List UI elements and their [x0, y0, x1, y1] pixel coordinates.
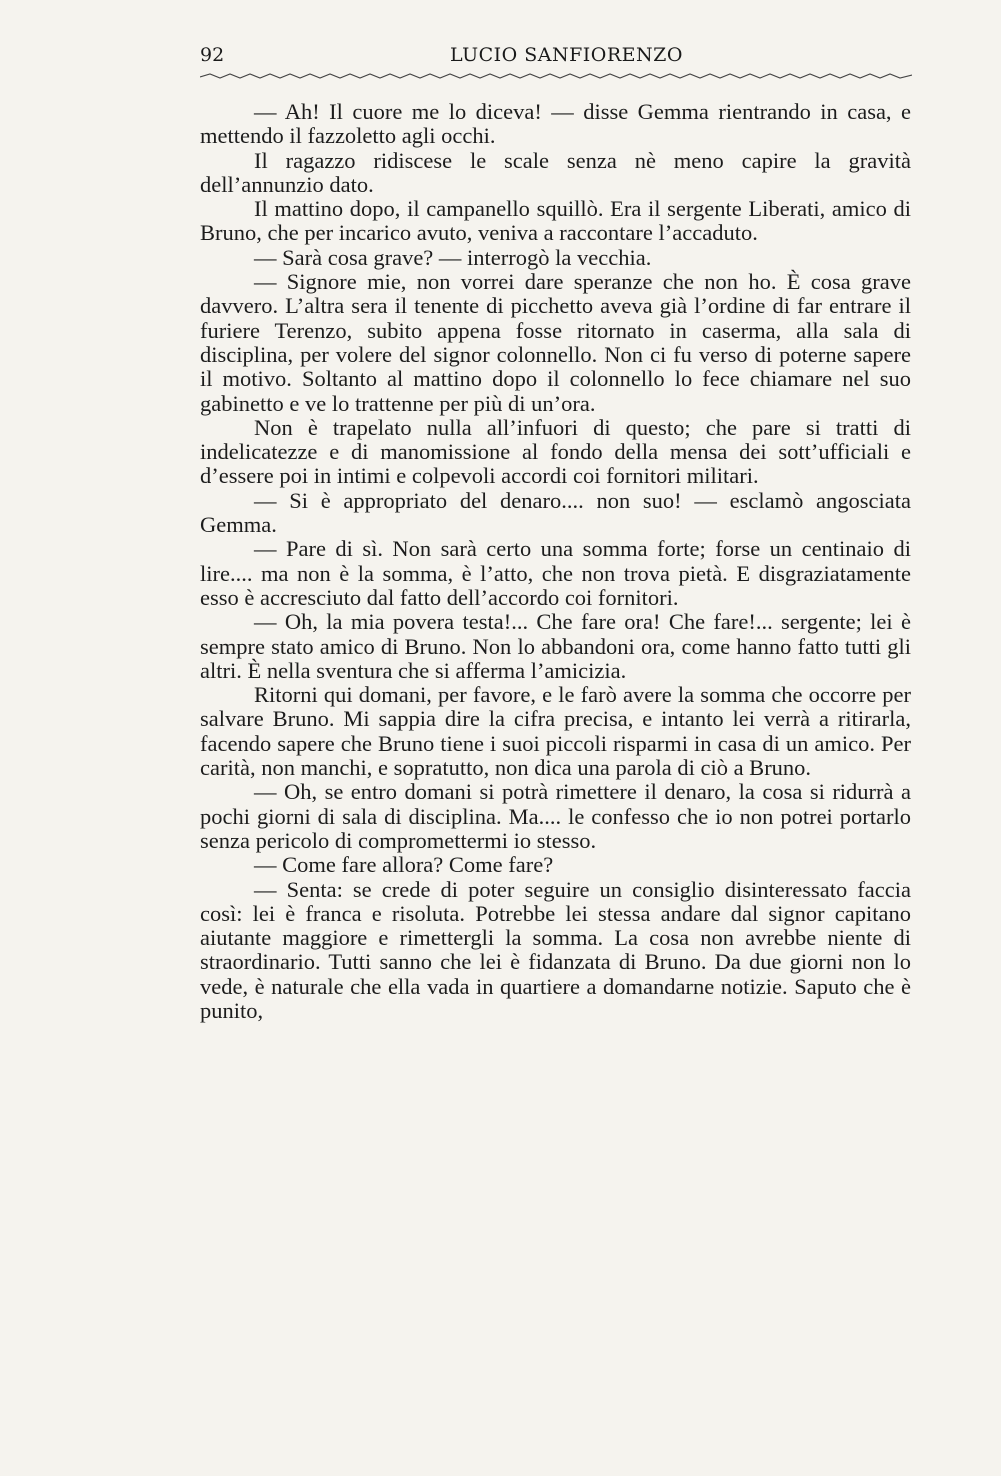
paragraph: — Sarà cosa grave? — interrogò la vecchia. [254, 244, 652, 270]
paragraph: Il mattino dopo, il campanello squillò. Era il sergente Liberati, amico di Bruno, che per incarico avuto, veniva a raccontare l’accaduto. [200, 196, 911, 246]
paragraph: — Oh, se entro domani si potrà rimettere il denaro, la cosa si ridurrà a pochi giorni di sala di disciplina. Ma.... le confesso che io non potrei portarlo senza pericolo di compromettermi io stesso. [200, 779, 911, 853]
paragraph: — Oh, la mia povera testa!... Che fare ora! Che fare!... sergente; lei è sempre stato amico di Bruno. Non lo abbandoni ora, come hanno fatto tutti gli altri. È nella sventura che si afferma l’amicizia. [200, 609, 911, 683]
paragraph: — Come fare allora? Come fare? [254, 852, 554, 878]
body-text [200, 100, 911, 1023]
paragraph: — Pare di sì. Non sarà certo una somma forte; forse un centinaio di lire.... ma non è la somma, è l’atto, che non trova pietà. E disgraziatamente esso è accresciuto dal fatto dell’accordo coi fornitori. [200, 536, 911, 610]
paragraph: — Senta: se crede di poter seguire un consiglio disinteressato faccia così: lei è franca e risoluta. Potrebbe lei stessa andare dal signor capitano aiutante maggiore e rimettergli la somma. La cosa non avrebbe niente di straordinario. Tutti sanno che lei è fidanzata di Bruno. Da due giorni non lo vede, è naturale che ella vada in quartiere a domandarne notizie. Saputo che è punito, [200, 876, 911, 1023]
paragraph: Ritorni qui domani, per favore, e le farò avere la somma che occorre per salvare Bruno. Mi sappia dire la cifra precisa, e intanto lei verrà a ritirarla, facendo sapere che Bruno tiene i suoi piccoli risparmi in casa di un amico. Per carità, non manchi, e sopratutto, non dica una parola di ciò a Bruno. [200, 682, 911, 781]
paragraph: — Si è appropriato del denaro.... non suo! — esclamò angosciata Gemma. [200, 487, 911, 538]
paragraph: Non è trapelato nulla all’infuori di questo; che pare si tratti di indelicatezze e di manomissione al fondo della mensa dei sott’ufficiali e d’essere poi in intimi e colpevoli accordi coi fornitori militari. [200, 414, 911, 489]
paragraph: — Signore mie, non vorrei dare speranze che non ho. È cosa grave davvero. L’altra sera il tenente di picchetto aveva già l’ordine di far entrare il furiere Terenzo, subito appena fosse ritornato in caserma, alla sala di disciplina, per volere del signor colonnello. Non ci fu verso di poterne sapere il motivo. Soltanto al mattino dopo il colonnello lo fece chiamare nel suo gabinetto e ve lo trattenne per più di un’ora. [200, 269, 911, 416]
paragraph: Il ragazzo ridiscese le scale senza nè meno capire la gravità dell’annunzio dato. [200, 147, 911, 197]
header-ornamental-rule [200, 73, 912, 81]
page-header [200, 44, 912, 70]
running-title: LUCIO SANFIORENZO [450, 44, 683, 66]
paragraph: — Ah! Il cuore me lo diceva! — disse Gemma rientrando in casa, e mettendo il fazzoletto agli occhi. [200, 99, 911, 149]
page-number: 92 [200, 44, 225, 66]
